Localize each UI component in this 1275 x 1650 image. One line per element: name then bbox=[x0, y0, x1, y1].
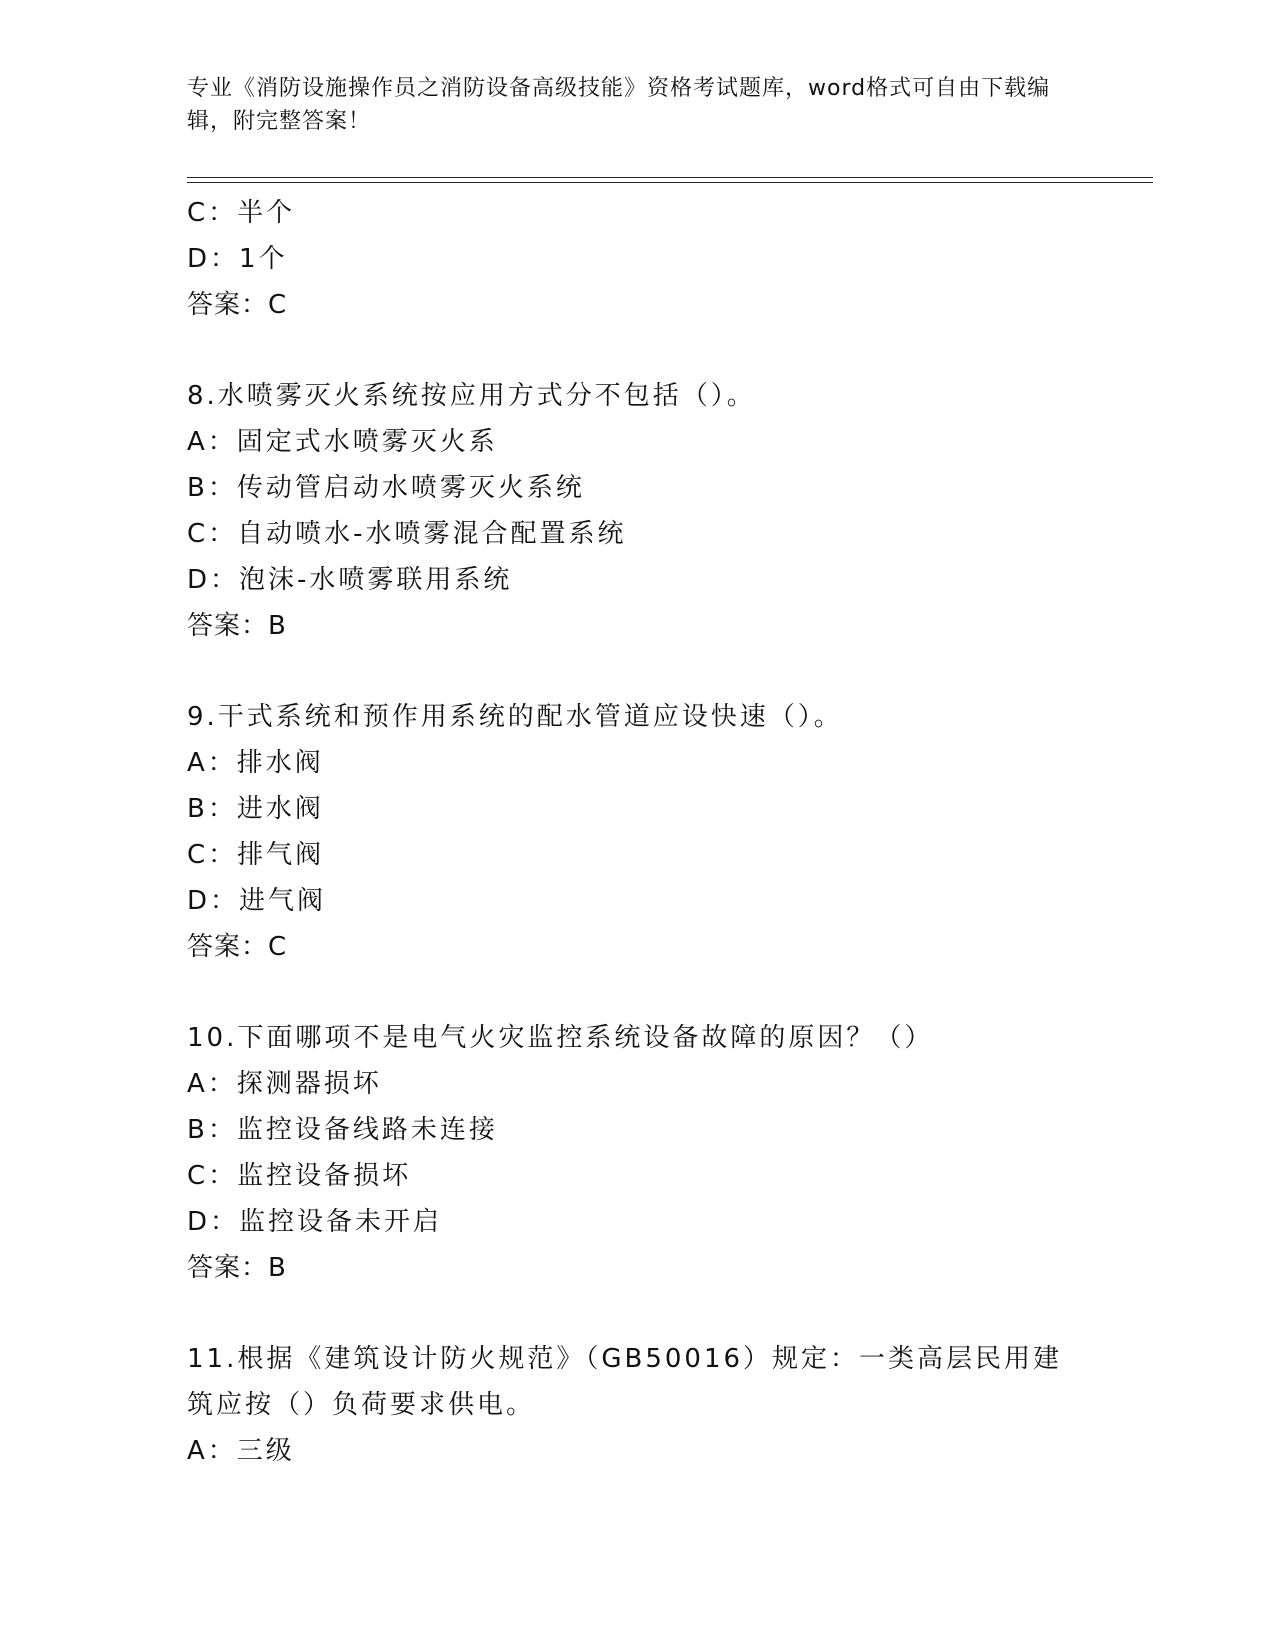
option-d: D：监控设备未开启 bbox=[187, 1207, 443, 1237]
option-c: C：监控设备损坏 bbox=[187, 1161, 412, 1191]
option-c: C：半个 bbox=[187, 198, 296, 228]
question-stem: 9.干式系统和预作用系统的配水管道应设快速（）。 bbox=[187, 702, 843, 732]
question-stem: 11.根据《建筑设计防火规范》（GB50016）规定：一类高层民用建筑应按（）负荷要求供电。 bbox=[187, 1344, 1063, 1420]
question-9 bbox=[187, 694, 1087, 970]
option-b: B：传动管启动水喷雾灭火系统 bbox=[187, 473, 585, 503]
question-content bbox=[187, 190, 1087, 1474]
question-8 bbox=[187, 373, 1087, 649]
previous-question-tail bbox=[187, 190, 1087, 328]
option-b: B：进水阀 bbox=[187, 794, 324, 824]
answer-line: 答案：B bbox=[187, 1253, 287, 1283]
question-stem: 8.水喷雾灭火系统按应用方式分不包括（）。 bbox=[187, 381, 756, 411]
option-d: D：1个 bbox=[187, 244, 288, 274]
option-c: C：排气阀 bbox=[187, 840, 325, 870]
option-d: D：进气阀 bbox=[187, 886, 327, 916]
option-a: A：探测器损坏 bbox=[187, 1069, 382, 1099]
question-10 bbox=[187, 1015, 1087, 1291]
answer-line: 答案：C bbox=[187, 932, 288, 962]
header-divider-bottom bbox=[187, 182, 1153, 183]
document-header: 专业《消防设施操作员之消防设备高级技能》资格考试题库，word格式可自由下载编辑，附完整答案！ bbox=[187, 76, 1051, 134]
option-d: D：泡沫-水喷雾联用系统 bbox=[187, 565, 513, 595]
option-a: A：固定式水喷雾灭火系 bbox=[187, 427, 498, 457]
question-11 bbox=[187, 1336, 1087, 1474]
header-divider-top bbox=[187, 177, 1153, 178]
answer-line: 答案：C bbox=[187, 290, 288, 320]
option-a: A：三级 bbox=[187, 1436, 295, 1466]
option-b: B：监控设备线路未连接 bbox=[187, 1115, 498, 1145]
option-a: A：排水阀 bbox=[187, 748, 324, 778]
question-stem: 10.下面哪项不是电气火灾监控系统设备故障的原因？（） bbox=[187, 1023, 934, 1053]
answer-line: 答案：B bbox=[187, 611, 287, 641]
option-c: C：自动喷水-水喷雾混合配置系统 bbox=[187, 519, 627, 549]
